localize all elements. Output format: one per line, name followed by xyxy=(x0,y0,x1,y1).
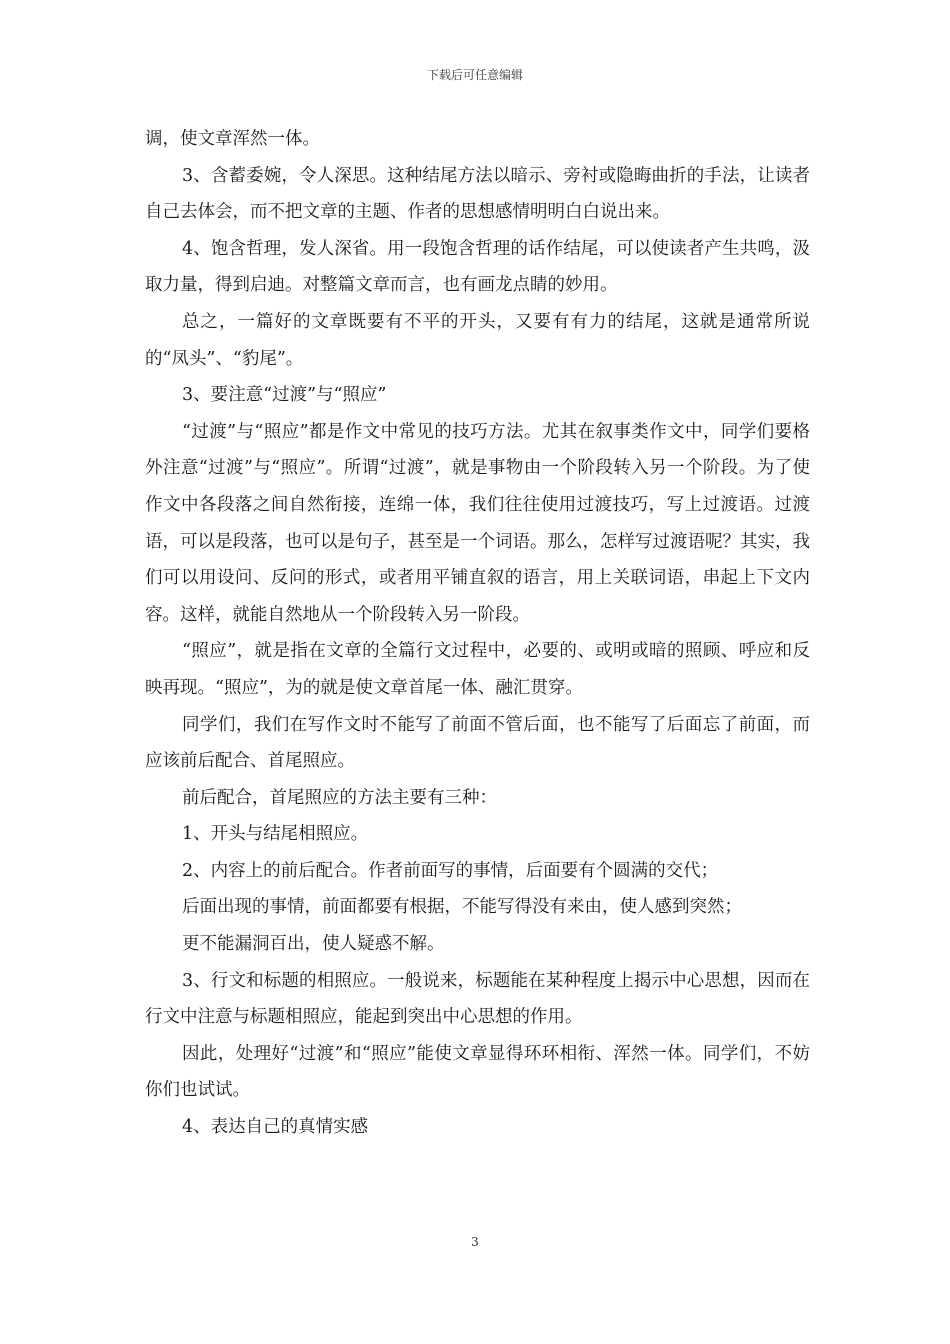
paragraph: 4、饱含哲理，发人深省。用一段饱含哲理的话作结尾，可以使读者产生共鸣，汲取力量，得到启迪。对整篇文章而言，也有画龙点睛的妙用。 xyxy=(145,238,810,296)
paragraph: “照应”，就是指在文章的全篇行文过程中，必要的、或明或暗的照顾、呼应和反映再现。“照应”，为的就是使文章首尾一体、融汇贯穿。 xyxy=(145,641,810,698)
document-body xyxy=(145,121,810,1146)
list-item: 2、内容上的前后配合。作者前面写的事情，后面要有个圆满的交代； xyxy=(182,860,719,881)
paragraph: “过渡”与“照应”都是作文中常见的技巧方法。尤其在叙事类作文中，同学们要格外注意“过渡”与“照应”。所谓“过渡”，就是事物由一个阶段转入另一个阶段。为了使作文中各段落之间自然衔接，连绵一体，我们往往使用过渡技巧，写上过渡语。过渡语，可以是段落，也可以是句子，甚至是一个词语。那么，怎样写过渡语呢？其实，我们可以用设问、反问的形式，或者用平铺直叙的语言，用上关联词语，串起上下文内容。这样，就能自然地从一个阶段转入另一阶段。 xyxy=(145,421,810,625)
paragraph: 更不能漏洞百出，使人疑惑不解。 xyxy=(182,934,445,955)
section-heading: 4、表达自己的真情实感 xyxy=(182,1117,369,1138)
paragraph: 调，使文章浑然一体。 xyxy=(145,129,320,149)
page-number: 3 xyxy=(471,1235,479,1249)
section-heading: 3、要注意“过渡”与“照应” xyxy=(182,385,387,406)
paragraph: 后面出现的事情，前面都要有根据，不能写得没有来由，使人感到突然； xyxy=(182,897,742,918)
list-item: 1、开头与结尾相照应。 xyxy=(182,824,369,845)
paragraph: 3、含蓄委婉，令人深思。这种结尾方法以暗示、旁衬或隐晦曲折的手法，让读者自己去体会，而不把文章的主题、作者的思想感情明明白白说出来。 xyxy=(145,165,810,223)
paragraph: 总之，一篇好的文章既要有不平的开头，又要有有力的结尾，这就是通常所说的“凤头”、“豹尾”。 xyxy=(145,311,810,369)
paragraph: 因此，处理好“过渡”和“照应”能使文章显得环环相衔、浑然一体。同学们，不妨你们也试试。 xyxy=(145,1043,810,1101)
list-item: 3、行文和标题的相照应。一般说来，标题能在某种程度上揭示中心思想，因而在行文中注意与标题相照应，能起到突出中心思想的作用。 xyxy=(145,970,810,1028)
paragraph: 前后配合，首尾照应的方法主要有三种： xyxy=(182,787,497,808)
page-header: 下载后可任意编辑 xyxy=(426,68,523,82)
paragraph: 同学们，我们在写作文时不能写了前面不管后面，也不能写了后面忘了前面，而应该前后配合、首尾照应。 xyxy=(145,714,810,772)
